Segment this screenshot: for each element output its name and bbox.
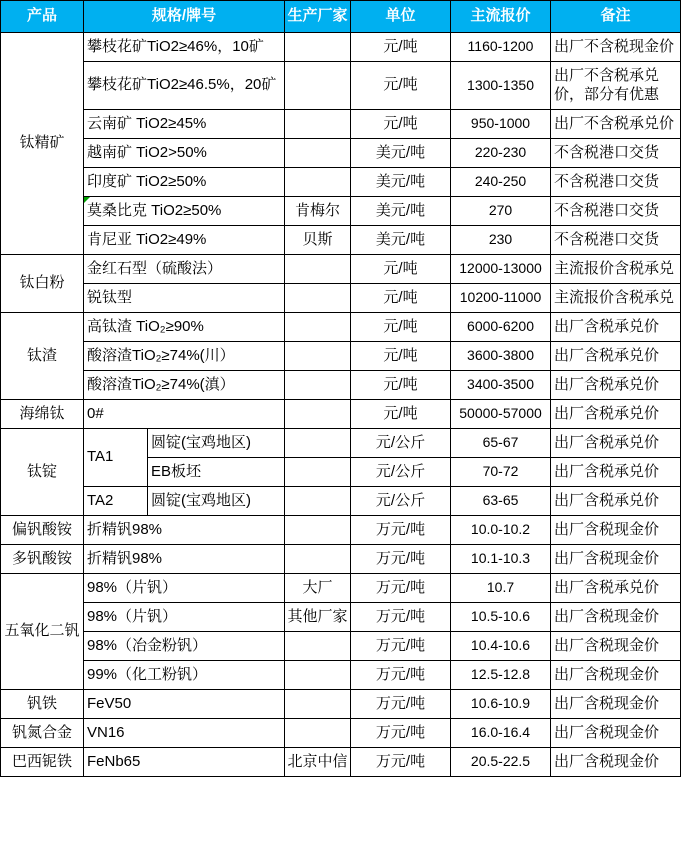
- table-row: [1, 748, 681, 777]
- product-cell: 多钒酸铵: [1, 545, 84, 574]
- table-row: [1, 400, 681, 429]
- maker-cell: [285, 139, 351, 168]
- table-row: [1, 719, 681, 748]
- note-cell: 出厂含税现金价: [551, 719, 681, 748]
- unit-cell: 美元/吨: [351, 139, 451, 168]
- spec-cell: 金红石型（硫酸法）: [84, 255, 285, 284]
- unit-cell: 万元/吨: [351, 661, 451, 690]
- unit-cell: 万元/吨: [351, 632, 451, 661]
- table-row: [1, 33, 681, 62]
- price-cell: 63-65: [451, 487, 551, 516]
- spec-cell: 云南矿 TiO2≥45%: [84, 110, 285, 139]
- spec-form-cell: EB板坯: [148, 458, 285, 487]
- price-cell: 10.0-10.2: [451, 516, 551, 545]
- unit-cell: 元/公斤: [351, 429, 451, 458]
- maker-cell: [285, 545, 351, 574]
- note-cell: 出厂不含税承兑价: [551, 110, 681, 139]
- note-cell: 出厂含税现金价: [551, 690, 681, 719]
- maker-cell: [285, 110, 351, 139]
- table-row: [1, 371, 681, 400]
- spec-cell: 99%（化工粉钒）: [84, 661, 285, 690]
- unit-cell: 元/吨: [351, 62, 451, 110]
- table-row: [1, 661, 681, 690]
- unit-cell: 万元/吨: [351, 748, 451, 777]
- spec-cell: 折精钒98%: [84, 545, 285, 574]
- price-cell: 10.5-10.6: [451, 603, 551, 632]
- price-cell: 65-67: [451, 429, 551, 458]
- maker-cell: [285, 400, 351, 429]
- header-unit: 单位: [351, 1, 451, 33]
- table-row: [1, 110, 681, 139]
- spec-text: 莫桑比克 TiO2≥50%: [87, 201, 222, 219]
- price-cell: 10.1-10.3: [451, 545, 551, 574]
- unit-cell: 美元/吨: [351, 226, 451, 255]
- note-cell: 出厂含税承兑价: [551, 313, 681, 342]
- maker-cell: [285, 429, 351, 458]
- spec-cell: 攀枝花矿TiO2≥46%，10矿: [84, 33, 285, 62]
- maker-cell: 其他厂家: [285, 603, 351, 632]
- header-row: [1, 1, 681, 33]
- spec-cell: 印度矿 TiO2≥50%: [84, 168, 285, 197]
- price-cell: 220-230: [451, 139, 551, 168]
- spec-cell: FeV50: [84, 690, 285, 719]
- maker-cell: [285, 284, 351, 313]
- table-row: [1, 255, 681, 284]
- unit-cell: 元/吨: [351, 255, 451, 284]
- price-cell: 950-1000: [451, 110, 551, 139]
- maker-cell: 肯梅尔: [285, 197, 351, 226]
- table-row: [1, 690, 681, 719]
- maker-cell: [285, 33, 351, 62]
- product-cell: 钛精矿: [1, 33, 84, 255]
- spec-cell: 酸溶渣TiO₂≥74%(滇）: [84, 371, 285, 400]
- product-cell: 钛渣: [1, 313, 84, 400]
- price-cell: 1300-1350: [451, 62, 551, 110]
- spec-cell: 攀枝花矿TiO2≥46.5%，20矿: [84, 62, 285, 110]
- spec-cell: 0#: [84, 400, 285, 429]
- price-cell: 3400-3500: [451, 371, 551, 400]
- maker-cell: [285, 62, 351, 110]
- spec-form-cell: 圆锭(宝鸡地区): [148, 429, 285, 458]
- maker-cell: [285, 168, 351, 197]
- table-row: [1, 545, 681, 574]
- note-cell: 出厂含税承兑价: [551, 400, 681, 429]
- table-row: [1, 516, 681, 545]
- unit-cell: 元/吨: [351, 371, 451, 400]
- spec-grade-cell: TA1: [84, 429, 148, 487]
- price-cell: 10.6-10.9: [451, 690, 551, 719]
- table-row: [1, 632, 681, 661]
- product-cell: 巴西铌铁: [1, 748, 84, 777]
- note-cell: 出厂含税承兑价: [551, 458, 681, 487]
- table-row: [1, 429, 681, 458]
- price-cell: 240-250: [451, 168, 551, 197]
- note-cell: 不含税港口交货: [551, 226, 681, 255]
- unit-cell: 元/吨: [351, 400, 451, 429]
- table-row: [1, 226, 681, 255]
- table-row: [1, 313, 681, 342]
- unit-cell: 万元/吨: [351, 545, 451, 574]
- spec-cell: 越南矿 TiO2>50%: [84, 139, 285, 168]
- unit-cell: 元/吨: [351, 313, 451, 342]
- price-cell: 6000-6200: [451, 313, 551, 342]
- note-cell: 主流报价含税承兑: [551, 255, 681, 284]
- header-note: 备注: [551, 1, 681, 33]
- spec-grade-cell: TA2: [84, 487, 148, 516]
- note-cell: 出厂不含税承兑价，部分有优惠: [551, 62, 681, 110]
- maker-cell: 北京中信: [285, 748, 351, 777]
- price-cell: 1160-1200: [451, 33, 551, 62]
- product-cell: 偏钒酸铵: [1, 516, 84, 545]
- maker-cell: [285, 255, 351, 284]
- maker-cell: [285, 719, 351, 748]
- maker-cell: [285, 661, 351, 690]
- price-cell: 270: [451, 197, 551, 226]
- unit-cell: 元/吨: [351, 33, 451, 62]
- unit-cell: 元/公斤: [351, 487, 451, 516]
- note-cell: 出厂含税现金价: [551, 661, 681, 690]
- note-cell: 出厂不含税现金价: [551, 33, 681, 62]
- note-cell: 不含税港口交货: [551, 139, 681, 168]
- header-spec: 规格/牌号: [84, 1, 285, 33]
- maker-cell: [285, 516, 351, 545]
- maker-cell: 大厂: [285, 574, 351, 603]
- price-cell: 50000-57000: [451, 400, 551, 429]
- note-cell: 出厂含税现金价: [551, 516, 681, 545]
- table-row: [1, 603, 681, 632]
- table-row: [1, 197, 681, 226]
- spec-cell: 肯尼亚 TiO2≥49%: [84, 226, 285, 255]
- note-cell: 主流报价含税承兑: [551, 284, 681, 313]
- note-cell: 不含税港口交货: [551, 197, 681, 226]
- spec-cell: 酸溶渣TiO₂≥74%(川）: [84, 342, 285, 371]
- table-row: [1, 139, 681, 168]
- table-row: [1, 342, 681, 371]
- note-cell: 出厂含税现金价: [551, 545, 681, 574]
- note-cell: 出厂含税承兑价: [551, 429, 681, 458]
- spec-cell: [84, 197, 285, 226]
- product-cell: 海绵钛: [1, 400, 84, 429]
- product-cell: 钒氮合金: [1, 719, 84, 748]
- product-cell: 钛白粉: [1, 255, 84, 313]
- spec-cell: FeNb65: [84, 748, 285, 777]
- unit-cell: 万元/吨: [351, 574, 451, 603]
- note-cell: 不含税港口交货: [551, 168, 681, 197]
- unit-cell: 万元/吨: [351, 719, 451, 748]
- maker-cell: [285, 487, 351, 516]
- note-cell: 出厂含税承兑价: [551, 342, 681, 371]
- product-cell: 五氧化二钒: [1, 574, 84, 690]
- header-price: 主流报价: [451, 1, 551, 33]
- maker-cell: [285, 690, 351, 719]
- unit-cell: 美元/吨: [351, 168, 451, 197]
- spec-cell: 98%（片钒）: [84, 603, 285, 632]
- spec-cell: 折精钒98%: [84, 516, 285, 545]
- table-row: [1, 62, 681, 110]
- price-cell: 20.5-22.5: [451, 748, 551, 777]
- price-cell: 10200-11000: [451, 284, 551, 313]
- unit-cell: 万元/吨: [351, 690, 451, 719]
- product-cell: 钛锭: [1, 429, 84, 516]
- table-row: [1, 574, 681, 603]
- maker-cell: [285, 458, 351, 487]
- price-cell: 12.5-12.8: [451, 661, 551, 690]
- note-cell: 出厂含税承兑价: [551, 371, 681, 400]
- table-row: [1, 168, 681, 197]
- table-row: [1, 487, 681, 516]
- product-cell: 钒铁: [1, 690, 84, 719]
- header-product: 产品: [1, 1, 84, 33]
- spec-form-cell: 圆锭(宝鸡地区): [148, 487, 285, 516]
- maker-cell: [285, 342, 351, 371]
- maker-cell: [285, 371, 351, 400]
- price-cell: 10.7: [451, 574, 551, 603]
- header-maker: 生产厂家: [285, 1, 351, 33]
- spec-cell: 98%（片钒）: [84, 574, 285, 603]
- price-cell: 230: [451, 226, 551, 255]
- maker-cell: [285, 313, 351, 342]
- unit-cell: 元/吨: [351, 342, 451, 371]
- note-cell: 出厂含税现金价: [551, 748, 681, 777]
- table-row: [1, 284, 681, 313]
- price-cell: 12000-13000: [451, 255, 551, 284]
- unit-cell: 万元/吨: [351, 603, 451, 632]
- unit-cell: 万元/吨: [351, 516, 451, 545]
- note-cell: 出厂含税承兑价: [551, 574, 681, 603]
- price-cell: 3600-3800: [451, 342, 551, 371]
- note-cell: 出厂含税现金价: [551, 603, 681, 632]
- maker-cell: 贝斯: [285, 226, 351, 255]
- spec-cell: 高钛渣 TiO₂≥90%: [84, 313, 285, 342]
- note-cell: 出厂含税承兑价: [551, 487, 681, 516]
- spec-cell: 98%（冶金粉钒）: [84, 632, 285, 661]
- comment-marker-icon: [84, 197, 90, 203]
- spec-cell: VN16: [84, 719, 285, 748]
- unit-cell: 美元/吨: [351, 197, 451, 226]
- unit-cell: 元/公斤: [351, 458, 451, 487]
- unit-cell: 元/吨: [351, 284, 451, 313]
- price-cell: 16.0-16.4: [451, 719, 551, 748]
- maker-cell: [285, 632, 351, 661]
- price-cell: 10.4-10.6: [451, 632, 551, 661]
- price-cell: 70-72: [451, 458, 551, 487]
- note-cell: 出厂含税现金价: [551, 632, 681, 661]
- unit-cell: 元/吨: [351, 110, 451, 139]
- spec-cell: 锐钛型: [84, 284, 285, 313]
